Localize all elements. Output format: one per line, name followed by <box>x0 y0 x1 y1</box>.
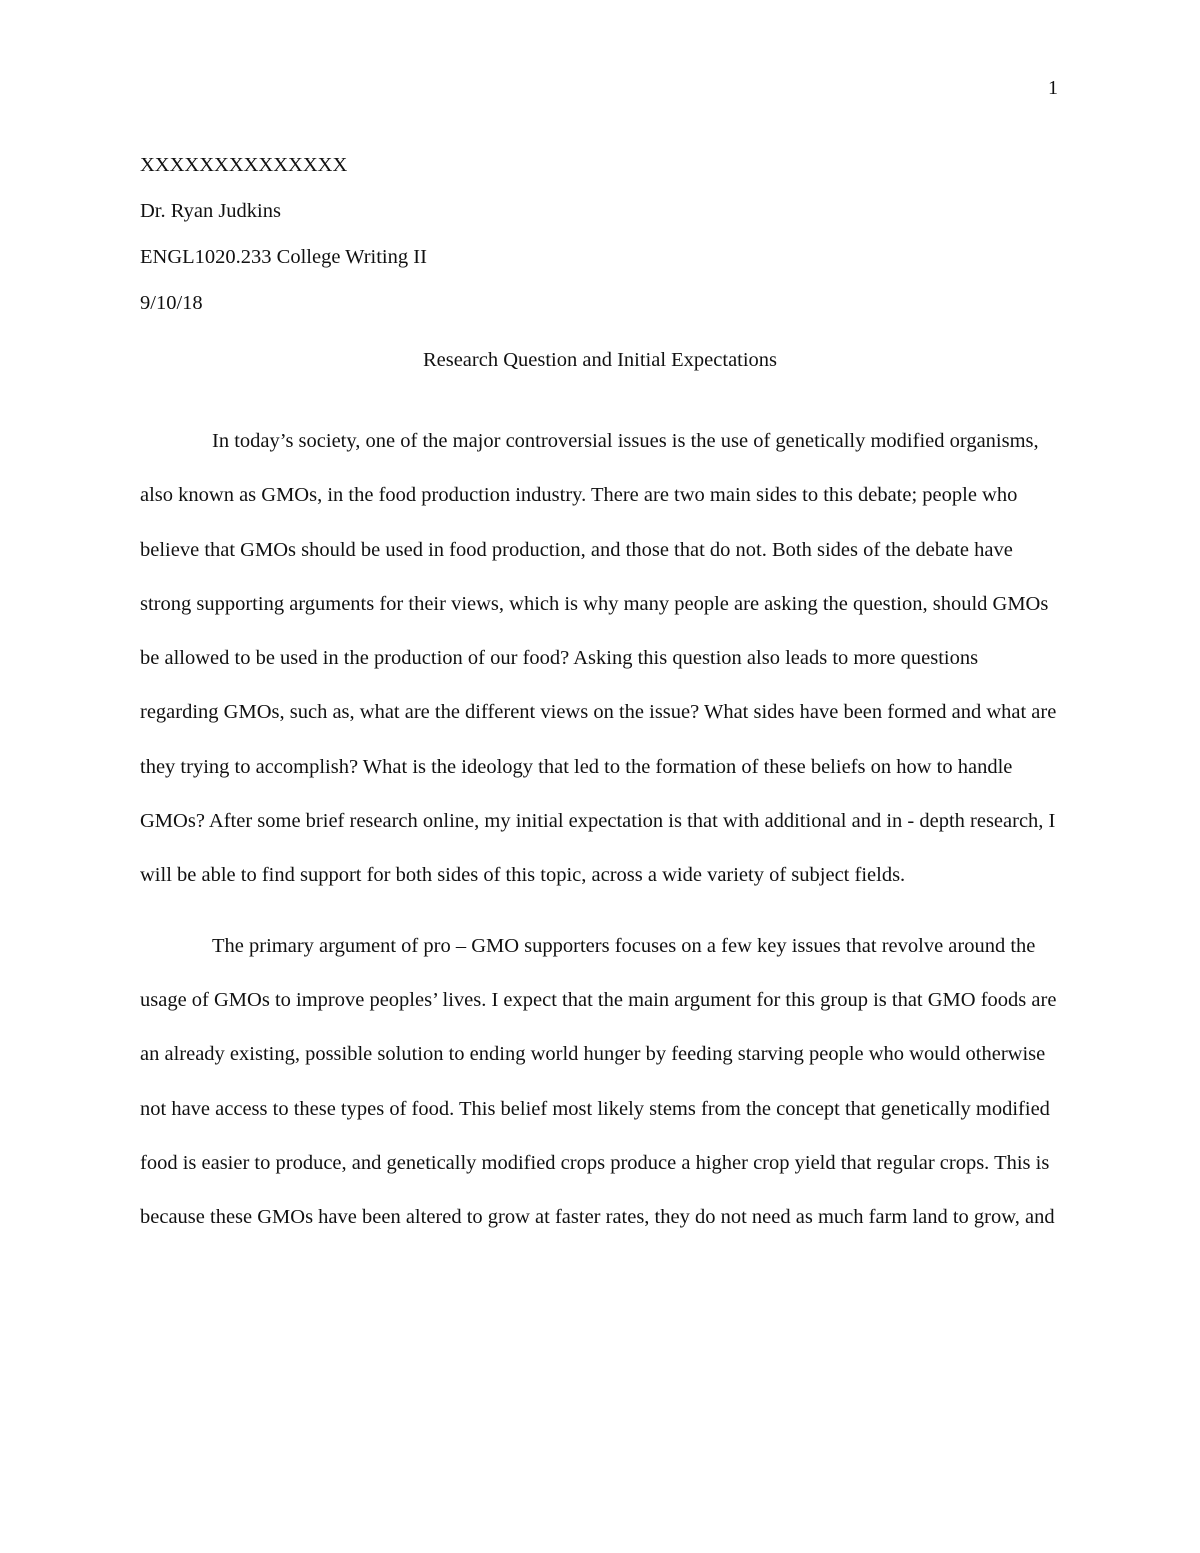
course-name: ENGL1020.233 College Writing II <box>140 246 427 268</box>
page-number: 1 <box>1048 77 1058 99</box>
paragraph-2: The primary argument of pro – GMO supporters focuses on a few key issues that revolve around the usage of GMOs to improve peoples’ lives. I expect that the main argument for this group is that GMO foods are an already existing, possible solution to ending world hunger by feeding starving people who would otherwise not have access to these types of food. This belief most likely stems from the concept that genetically modified food is easier to produce, and genetically modified crops produce a higher crop yield that regular crops. This is because these GMOs have been altered to grow at faster rates, they do not need as much farm land to grow, and <box>140 934 1057 1229</box>
instructor-name: Dr. Ryan Judkins <box>140 200 281 222</box>
date: 9/10/18 <box>140 292 203 314</box>
student-name: XXXXXXXXXXXXXX <box>140 154 348 176</box>
document-title: Research Question and Initial Expectations <box>422 349 778 371</box>
document-body <box>140 414 1060 1244</box>
mla-header <box>140 142 1060 326</box>
paragraph-1: In today’s society, one of the major controversial issues is the use of genetically modified organisms, also known as GMOs, in the food production industry. There are two main sides to this debate; people who believe that GMOs should be used in food production, and those that do not. Both sides of the debate have strong supporting arguments for their views, which is why many people are asking the question, should GMOs be allowed to be used in the production of our food? Asking this question also leads to more questions regarding GMOs, such as, what are the different views on the issue? What sides have been formed and what are they trying to accomplish? What is the ideology that led to the formation of these beliefs on how to handle GMOs? After some brief research online, my initial expectation is that with additional and in - depth research, I will be able to find support for both sides of this topic, across a wide variety of subject fields. <box>140 430 1057 887</box>
